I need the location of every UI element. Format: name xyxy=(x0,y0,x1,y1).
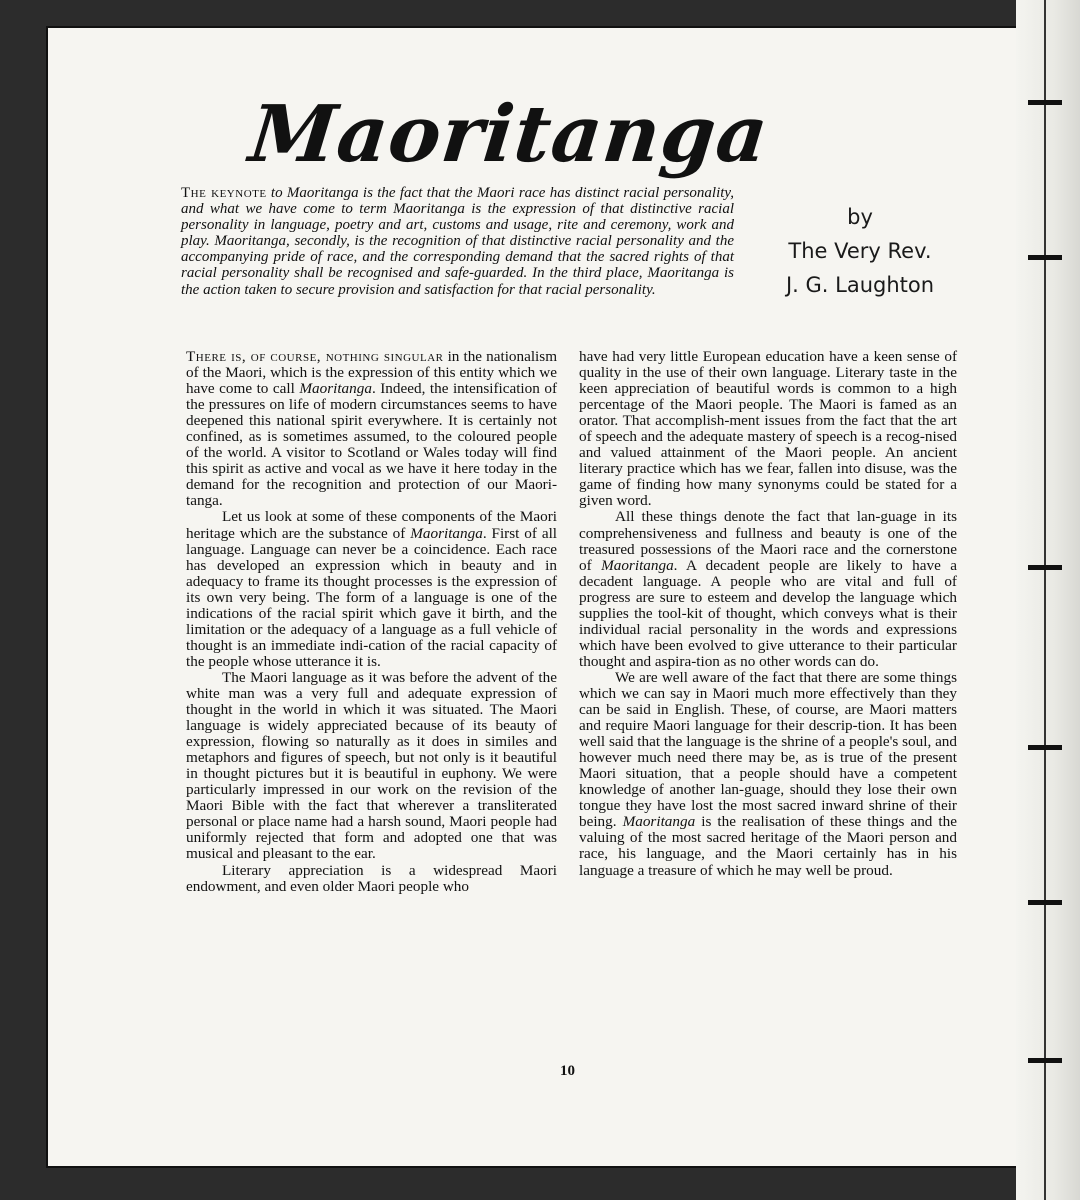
right-paragraph-2 xyxy=(579,509,957,669)
binding-stitch-6 xyxy=(1028,1058,1062,1063)
right-p2-text: All these things denote the fact that lan-guage in its comprehensiveness and fullness and beauty is one of the treasured possessions of the Maori race and the cornerstone of xyxy=(579,508,957,574)
left-p1-text: in the nationalism of the Maori, which is the expression of this entity which we have come to call xyxy=(186,348,558,398)
binding-stitch-5 xyxy=(1028,900,1062,905)
left-paragraph-4: Literary appreciation is a widespread Maori endowment, and even older Maori people who xyxy=(186,861,557,895)
right-p3-em: Maoritanga xyxy=(622,813,696,831)
binding-stitch-3 xyxy=(1028,565,1062,570)
byline-author: J. G. Laughton xyxy=(785,273,935,297)
binding-stitch-4 xyxy=(1028,745,1062,750)
intro-text: to Maoritanga is the fact that the Maori race has distinct racial personality, and what we have come to term Maoritanga is the expression of that distinctive racial personality in language, poetry and art, customs and usage, rite and ceremony, work and play. Maoritanga, secondly, is the recognition of that distinctive racial personality and the accompanying pride of race, and the corresponding demand that the sacred rights of that racial personality shall be recognised and safe-guarded. In the third place, Maoritanga is the action taken to secure provision and satisfaction for that racial personality. xyxy=(181,185,735,298)
left-p1-text2: . Indeed, the intensification of the pressures on life of modern circumstances seems to have deepened this national spirit everywhere. It is certainly not confined, as is sometimes assumed, to the coloured people of the world. A visitor to Scotland or Wales today will find this spirit as active and vocal as we have it here today in the demand for the recognition and protection of our Maori-tanga. xyxy=(186,380,557,510)
binding-spine xyxy=(1044,0,1046,1200)
left-paragraph-1 xyxy=(186,349,557,509)
left-paragraph-2 xyxy=(186,509,557,669)
left-p2-text2: . First of all language. Language can never be a coincidence. Each race has developed an expression which in beauty and in adequacy to frame its thought processes is the expression of its own very being. The form of a language is one of the indications of the racial spirit which gave it birth, and the limitation or the adequacy of a language as a full vehicle of thought is an immediate indi-cation of the racial capacity of the people whose utterance it is. xyxy=(186,524,558,670)
left-p2-text: Let us look at some of these components of the Maori heritage which are the substance of xyxy=(186,508,557,542)
right-p3-text2: is the realisation of these things and the valuing of the most sacred heritage of the Maori person and race, his language, and the Maori certainly has in his language a treasure of which he may well be proud. xyxy=(579,813,957,879)
binding-stitch-2 xyxy=(1028,255,1062,260)
left-p2-em: Maoritanga xyxy=(410,524,483,542)
page-number: 10 xyxy=(560,1063,575,1079)
document-page xyxy=(48,28,1020,1166)
byline-by: by xyxy=(847,205,873,229)
right-p2-text2: . A decadent people are likely to have a decadent language. A people who are vital and full of progress are sure to esteem and develop the language which supplies the tool-kit of thought, which conveys what is their individual racial personality in the words and expressions which have been evolved to give utterance to their particular thought and aspira-tion as no other words can do. xyxy=(579,556,958,670)
article-title: Maoritanga xyxy=(245,89,773,180)
byline-line1: The Very Rev. xyxy=(788,239,932,263)
book-binding-edge xyxy=(1016,0,1080,1200)
right-column xyxy=(579,349,957,879)
intro-paragraph xyxy=(181,185,734,298)
left-p1-lead: There is, of course, nothing singular xyxy=(186,348,444,365)
left-p1-em: Maoritanga xyxy=(299,380,372,398)
byline xyxy=(770,200,950,302)
binding-stitch-1 xyxy=(1028,100,1062,105)
right-paragraph-1: have had very little European education have a keen sense of quality in the use of their own language. Literary taste in the keen appreciation of beautiful words is common to a high percentage of the Maori people. The Maori is famed as an orator. That accomplish-ment issues from the fact that the art of speech and the adequate mastery of speech is a recog-nised and valued attainment of the Maori people. An ancient literary practice which has we fear, fallen into disuse, was the game of finding how many synonyms could be stated for a given word. xyxy=(579,348,957,510)
left-paragraph-3: The Maori language as it was before the advent of the white man was a very full and adequate expression of thought in the world in which it was situated. The Maori language is widely appreciated because of its beauty of expression, flowing so naturally as it does in similes and metaphors and figures of speech, but not only is it beautiful in thought pictures but it is beautiful in euphony. We were particularly impressed in our work on the revision of the Maori Bible with the fact that wherever a transliterated personal or place name had a harsh sound, Maori people had uniformly rejected that form and adopted one that was musical and pleasant to the ear. xyxy=(186,668,557,863)
right-p2-em: Maoritanga xyxy=(601,556,674,574)
right-p3-text: We are well aware of the fact that there are some things which we can say in Maori much more effectively than they can be said in English. These, of course, are Maori matters and require Maori language for their descrip-tion. It has been well said that the language is the shrine of a people's soul, and however much need there may be, as is true of the present Maori situation, that a people should have a competent knowledge of another lan-guage, should they lose their own tongue they have lost the most sacred inward shrine of their being. xyxy=(579,668,957,831)
left-column xyxy=(186,349,557,895)
right-paragraph-3 xyxy=(579,670,957,879)
intro-lead: The keynote xyxy=(181,185,267,201)
